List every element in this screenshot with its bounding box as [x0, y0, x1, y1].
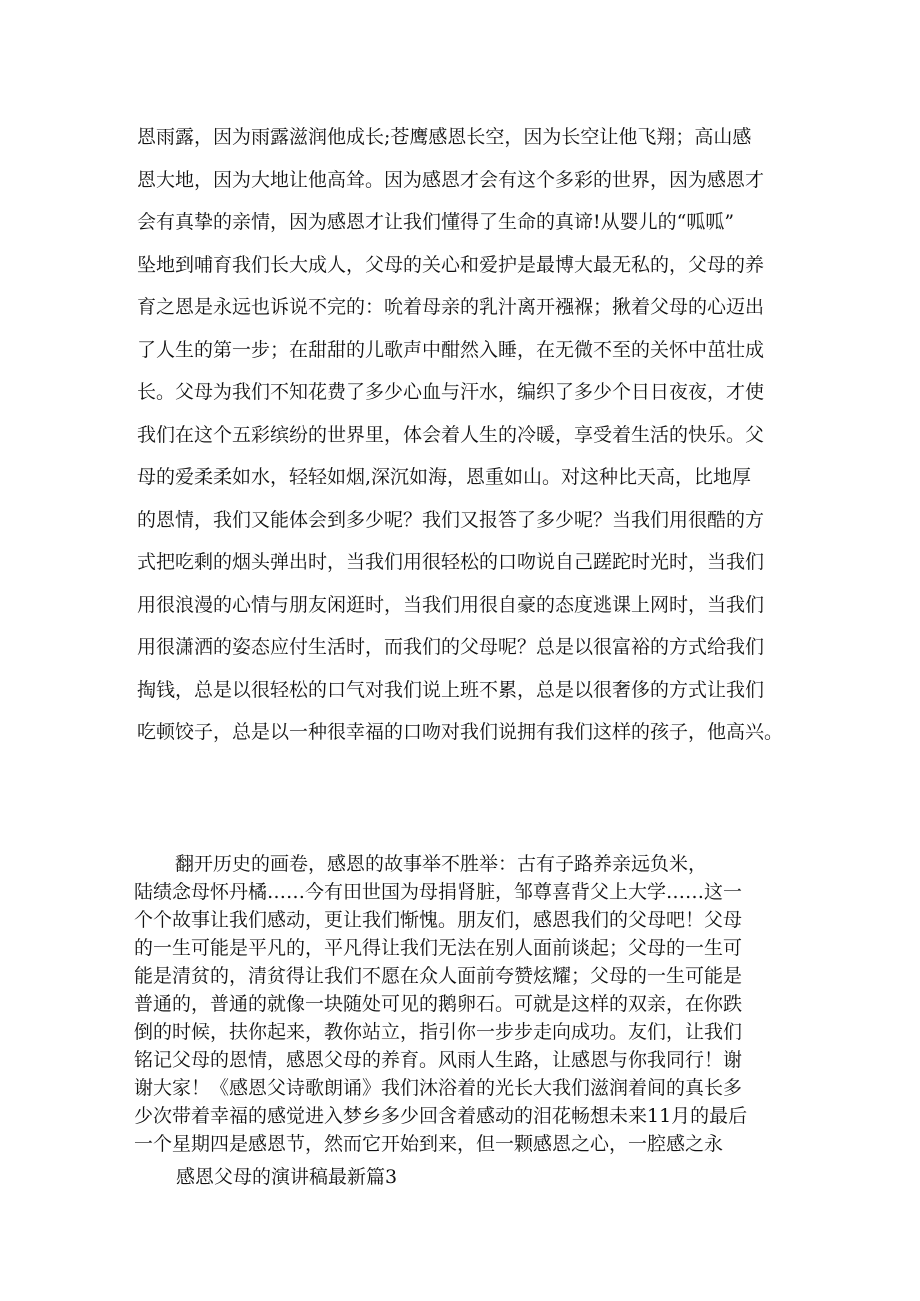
- paragraph-2: [134, 850, 814, 1158]
- text-line: 了人生的第一步；在甜甜的儿歌声中酣然入睡，在无微不至的关怀中茁壮成: [137, 338, 765, 361]
- text-line: 长。父母为我们不知花费了多少心血与汗水，编织了多少个日日夜夜，才使: [137, 381, 765, 403]
- text-line: 谢大家！《感恩父诗歌朗诵》我们沐浴着的光长大我们滋润着间的真长多: [134, 1077, 743, 1099]
- text-line: 育之恩是永远也诉说不完的：吮着母亲的乳汁离开襁褓；揪着父母的心迈出: [137, 296, 765, 318]
- text-line: 陆绩念母怀丹橘……今有田世国为母捐肾脏，邹尊喜背父上大学……这一: [134, 881, 743, 903]
- paragraph-1: [137, 116, 817, 754]
- text-line: 铭记父母的恩情，感恩父母的养育。风雨人生路，让感恩与你我同行！谢: [134, 1049, 743, 1071]
- section-heading: 感恩父母的演讲稿最新篇3: [176, 1166, 398, 1188]
- text-line: 的恩情，我们又能体会到多少呢？我们又报答了多少呢？当我们用很酷的方: [137, 508, 765, 531]
- text-line: 普通的，普通的就像一块随处可见的鹅卵石。可就是这样的双亲，在你跌: [134, 993, 743, 1015]
- text-line: 会有真挚的亲情，因为感恩才让我们懂得了生命的真谛!从婴儿的“呱呱”: [137, 211, 735, 233]
- text-line: 一个星期四是感恩节，然而它开始到来，但一颗感恩之心，一腔感之永: [134, 1133, 724, 1155]
- text-line: 吃顿饺子，总是以一种很幸福的口吻对我们说拥有我们这样的孩子，他高兴。: [137, 721, 784, 743]
- text-line: 我们在这个五彩缤纷的世界里，体会着人生的冷暖，享受着生活的快乐。父: [137, 423, 765, 446]
- text-line: 能是清贫的，清贫得让我们不愿在众人面前夸赞炫耀；父母的一生可能是: [134, 965, 743, 987]
- text-line: 的一生可能是平凡的，平凡得让我们无法在别人面前谈起；父母的一生可: [134, 937, 743, 959]
- text-line: 少次带着幸福的感觉进入梦乡多少回含着感动的泪花畅想未来11月的最后: [134, 1105, 748, 1127]
- text-line: 恩大地，因为大地让他高耸。因为感恩才会有这个多彩的世界，因为感恩才: [137, 168, 765, 191]
- text-line: 式把吃剩的烟头弹出时，当我们用很轻松的口吻说自己蹉跎时光时，当我们: [137, 551, 765, 573]
- text-line: 用很潇洒的姿态应付生活时，而我们的父母呢？总是以很富裕的方式给我们: [137, 636, 765, 658]
- text-line: 用很浪漫的心情与朋友闲逛时，当我们用很自豪的态度逃课上网时，当我们: [137, 593, 765, 616]
- text-line: 恩雨露，因为雨露滋润他成长;苍鹰感恩长空，因为长空让他飞翔；高山感: [137, 126, 752, 148]
- text-line: 倒的时候，扶你起来，教你站立，指引你一步步走向成功。友们，让我们: [134, 1021, 743, 1043]
- text-line: 个个故事让我们感动，更让我们惭愧。朋友们，感恩我们的父母吧！父母: [134, 909, 743, 931]
- text-line: 母的爱柔柔如水，轻轻如烟,深沉如海，恩重如山。对这种比天高，比地厚: [137, 466, 752, 488]
- text-line: 翻开历史的画卷，感恩的故事举不胜举：古有子路养亲远负米，: [175, 853, 708, 875]
- text-line: 掏钱，总是以很轻松的口气对我们说上班不累，总是以很奢侈的方式让我们: [137, 678, 765, 701]
- text-line: 坠地到哺育我们长大成人，父母的关心和爱护是最博大最无私的，父母的养: [137, 253, 765, 276]
